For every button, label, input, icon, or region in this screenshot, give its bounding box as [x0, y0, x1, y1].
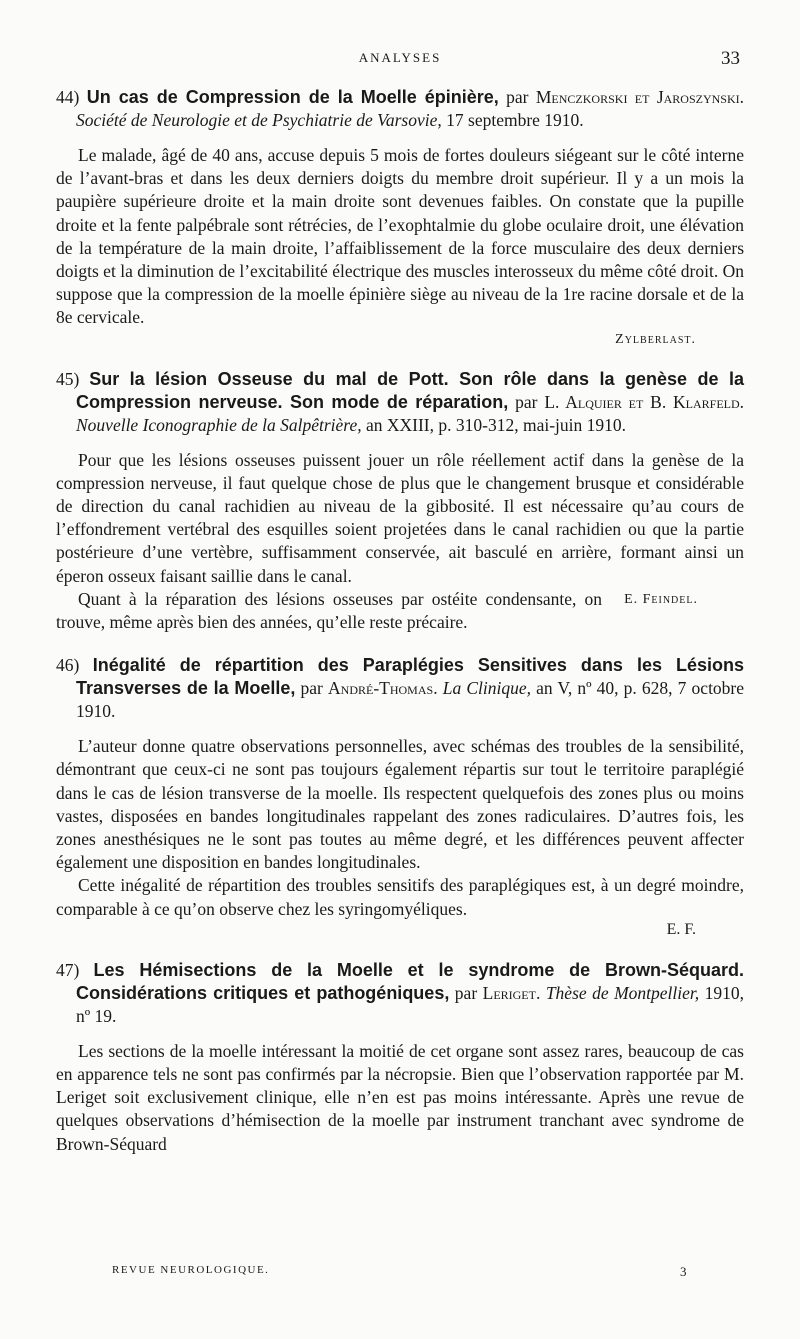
article-44 — [56, 86, 744, 348]
article-paragraph: Cette inégalité de répartition des troubles sensitifs des paraplégiques est, à un degré moindre, comparable à ce qu’on observe chez les syringomyéliques. — [56, 875, 744, 919]
article-paragraph: L’auteur donne quatre observations personnelles, avec schémas des troubles de la sensibilité, démontrant que ceux-ci ne sont pas toujours également répartis sur tout le territoire paraplégié dans le cas de lésion transverse de la moelle. Ils respectent quelquefois des zones plus ou moins vastes, disposées en bandes longitudinales rappelant des zones radiculaires. D’autres fois, les zones anesthésiques ne le sont pas toutes au même degré, et les différences peuvent affecter également une disposition en bandes longitudinales. — [56, 736, 744, 873]
article-number: 46) — [56, 655, 80, 676]
article-paragraph — [56, 588, 744, 634]
article-paragraph: Le malade, âgé de 40 ans, accuse depuis 5 mois de fortes douleurs siégeant sur le côté interne de l’avant-bras et dans les deux derniers doigts du membre droit supérieur. Il y a un mois la paupière supérieure droite et la main droite sont devenues faibles. On constate que la pupille droite et la fente palpébrale sont rétrécies, de l’exophtalmie du globe oculaire droit, une élévation de la température de la main droite, l’affaiblissement de la force musculaire des deux derniers doigts et la diminution de l’excitabilité électrique des muscles interosseux du même côté droit. On suppose que la compression de la moelle épinière siège au niveau de la 1re racine dorsale et de la 8e cervicale. — [56, 145, 744, 328]
article-by: par — [300, 678, 323, 699]
article-date: 1910, nº 19. — [76, 982, 745, 1026]
article-title: Un cas de Compression de la Moelle épinière, — [86, 87, 499, 107]
article-paragraph: Pour que les lésions osseuses puissent jouer un rôle réellement actif dans la genèse de la compression nerveuse, il faut quelque chose de plus que le changement brusque et considérable de direction du canal rachidien au niveau de la gibbosité. Il est nécessaire qu’au cours de l’effondrement vertébral des esquilles soient projetées dans le canal rachidien ou que la partie postérieure d’une vertèbre, suffisamment conservée, ait basculé en arrière, formant ainsi un éperon osseux faisant saillie dans le canal. — [56, 449, 744, 586]
article-by: par — [454, 982, 478, 1003]
article-source: Thèse de Montpellier, — [545, 982, 700, 1003]
article-heading — [56, 959, 744, 1028]
page-header — [60, 48, 740, 72]
article-number: 45) — [56, 368, 80, 389]
article-source: La Clinique, — [442, 678, 531, 699]
article-authors: André-Thomas. — [328, 678, 438, 699]
article-number: 44) — [56, 87, 80, 107]
journal-name: REVUE NEUROLOGIQUE. — [112, 1264, 270, 1276]
article-number: 47) — [56, 959, 80, 980]
article-by: par — [506, 87, 529, 107]
article-by: par — [515, 391, 538, 412]
article-title: Inégalité de répartition des Paraplégies Sensitives dans les Lésions Transverses de la Moelle, — [76, 655, 745, 699]
article-heading — [56, 654, 744, 723]
article-signature: Zylberlast. — [615, 331, 696, 347]
article-signature: E. F. — [666, 920, 696, 938]
article-45 — [56, 368, 744, 635]
article-heading — [56, 368, 744, 437]
article-paragraph-text: Quant à la réparation des lésions osseuses par ostéite condensante, on trouve, même après bien des années, qu’elle reste précaire. — [56, 588, 603, 633]
article-authors: L. Alquier et B. Klarfeld. — [544, 391, 745, 412]
article-authors: Leriget. — [482, 982, 541, 1003]
article-46 — [56, 654, 744, 939]
article-title: Les Hémisections de la Moelle et le syndrome de Brown-Séquard. Considérations critiques et pathogéniques, — [76, 959, 744, 1003]
article-authors: Menczkorski et Jaroszynski. — [535, 87, 745, 107]
article-source: Nouvelle Iconographie de la Salpêtrière, — [76, 414, 362, 435]
running-title: ANALYSES — [358, 50, 442, 65]
article-date: 17 septembre 1910. — [446, 110, 584, 130]
article-date: an XXIII, p. 310-312, mai-juin 1910. — [365, 414, 627, 435]
article-paragraph: Les sections de la moelle intéressant la moitié de cet organe sont assez rares, beaucoup de cas en apparence tels ne sont pas confirmés par la nécropsie. Bien que l’observation rapportée par M. Leriget soit exclusivement clinique, elle n’en est pas moins intéressante. Après une revue de quelques observations d’hémisection de la moelle par instrument tranchant avec syndrome de Brown-Séquard — [56, 1040, 744, 1154]
article-signature: E. Feindel. — [624, 591, 698, 607]
page-footer — [112, 1264, 688, 1284]
article-heading — [56, 86, 744, 132]
page-number: 33 — [721, 48, 740, 69]
signature-number: 3 — [680, 1264, 688, 1279]
article-date: an V, nº 40, p. 628, 7 octobre 1910. — [76, 678, 745, 722]
article-source: Société de Neurologie et de Psychiatrie de Varsovie, — [76, 110, 442, 130]
article-title: Sur la lésion Osseuse du mal de Pott. Son rôle dans la genèse de la Compression nerveuse. Son mode de réparation, — [76, 368, 745, 412]
article-47 — [56, 959, 744, 1156]
page-content — [56, 86, 744, 1176]
